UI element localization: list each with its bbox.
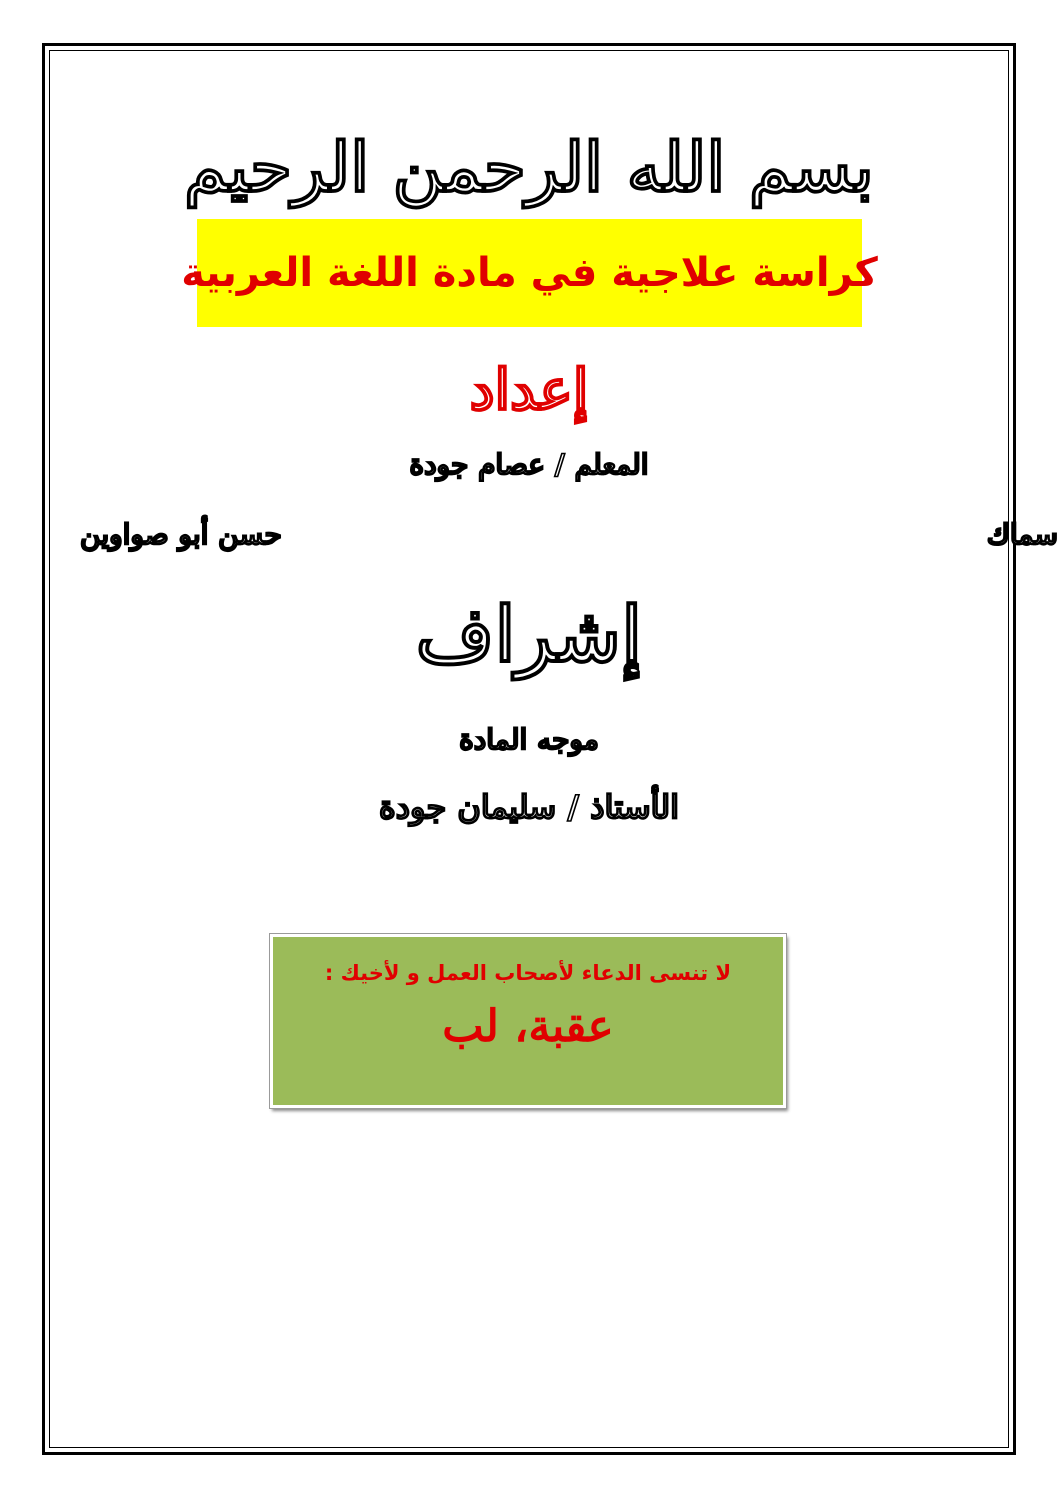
subject-supervisor-label: موجه المادة [459,723,599,756]
supervision-heading: إشراف [415,590,643,679]
prepared-by-heading: إعداد [469,357,589,423]
professor-name: الأستاذ / سليمان جودة [378,788,680,826]
basmala-calligraphy: بسم الله الرحمن الرحيم [184,128,874,208]
prayer-request-text: لا تنسى الدعاء لأصحاب العمل و لأخيك : [324,961,732,985]
title-banner [181,219,878,327]
author-signature: عقبة، لب [442,1001,614,1052]
co-author-name-cut: سماك [986,518,1058,551]
teacher-name: المعلم / عصام جودة [409,448,649,481]
document-title: كراسة علاجية في مادة اللغة العربية [181,250,878,296]
co-author-name: حسن أبو صواوين [80,518,282,551]
prayer-box [270,934,786,1108]
co-author-row [0,515,1058,555]
